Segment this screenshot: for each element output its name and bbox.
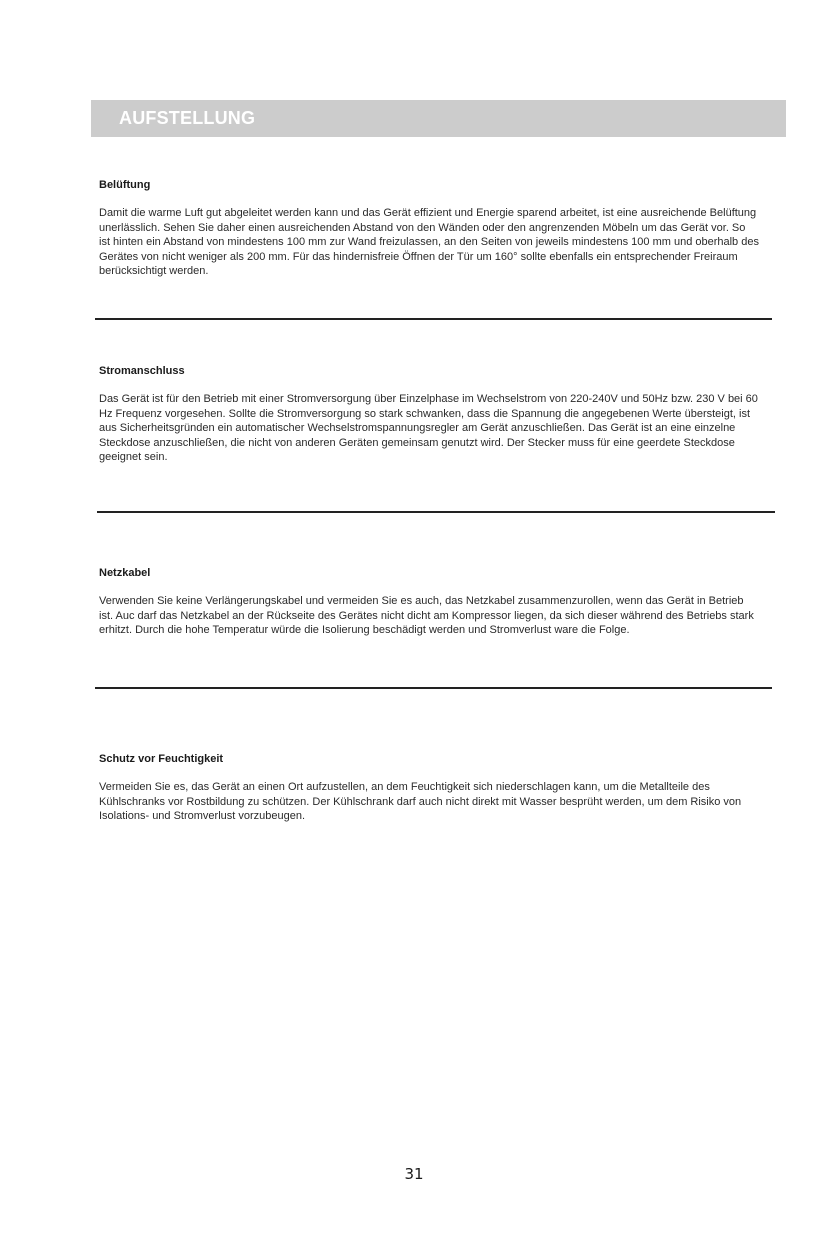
page-number: 31 <box>404 1165 424 1183</box>
section-divider <box>95 318 772 320</box>
heading-belueftung: Belüftung <box>99 179 151 191</box>
paragraph-stromanschluss: Das Gerät ist für den Betrieb mit einer Stromversorgung über Einzelphase im Wechselstrom von 220-240V und 50Hz bzw. 230 V bei 60 Hz Frequenz vorgesehen. Sollte die Stromversorgung so stark schwanken, dass die Spannung die angegebenen Werte übersteigt, ist aus Sicherheitsgründen ein automatischer Wechselstromspannungsregler am Gerät anzuschließen. Das Gerät ist an eine einzelne Steckdose anzuschließen, die nicht von anderen Geräten gemeinsam genutzt wird. Der Stecker muss für eine geerdete Steckdose geeignet sein. <box>99 393 758 464</box>
paragraph-schutz-vor-feuchtigkeit: Vermeiden Sie es, das Gerät an einen Ort aufzustellen, an dem Feuchtigkeit sich niederschlagen kann, um die Metallteile des Kühlschranks vor Rostbildung zu schützen. Der Kühlschrank darf auch nicht direkt mit Wasser besprüht werden, um dem Risiko von Isolations- und Stromverlust vorzubeugen. <box>99 781 742 823</box>
page-title: AUFSTELLUNG <box>119 108 256 128</box>
heading-schutz-vor-feuchtigkeit: Schutz vor Feuchtigkeit <box>99 753 224 765</box>
section-divider <box>97 511 775 513</box>
section-title-bar <box>91 100 786 137</box>
section-divider <box>95 687 772 689</box>
heading-netzkabel: Netzkabel <box>99 567 151 579</box>
heading-stromanschluss: Stromanschluss <box>99 365 185 377</box>
paragraph-belueftung: Damit die warme Luft gut abgeleitet werden kann und das Gerät effizient und Energie sparend arbeitet, ist eine ausreichende Belüftung unerlässlich. Sehen Sie daher einen ausreichenden Abstand von den Wänden oder den angrenzenden Möbeln um das Gerät vor. So ist hinten ein Abstand von mindestens 100 mm zur Wand freizulassen, an den Seiten von jeweils mindestens 100 mm und oberhalb des Gerätes von nicht weniger als 200 mm. Für das hindernisfreie Öffnen der Tür um 160° sollte ebenfalls ein entsprechender Freiraum berücksichtigt werden. <box>99 207 759 278</box>
paragraph-netzkabel: Verwenden Sie keine Verlängerungskabel und vermeiden Sie es auch, das Netzkabel zusammenzurollen, wenn das Gerät in Betrieb ist. Auc darf das Netzkabel an der Rückseite des Gerätes nicht dicht am Kompressor liegen, da sich dieser während des Betriebs stark erhitzt. Durch die hohe Temperatur würde die Isolierung beschädigt werden und Stromverlust ware die Folge. <box>99 595 754 637</box>
